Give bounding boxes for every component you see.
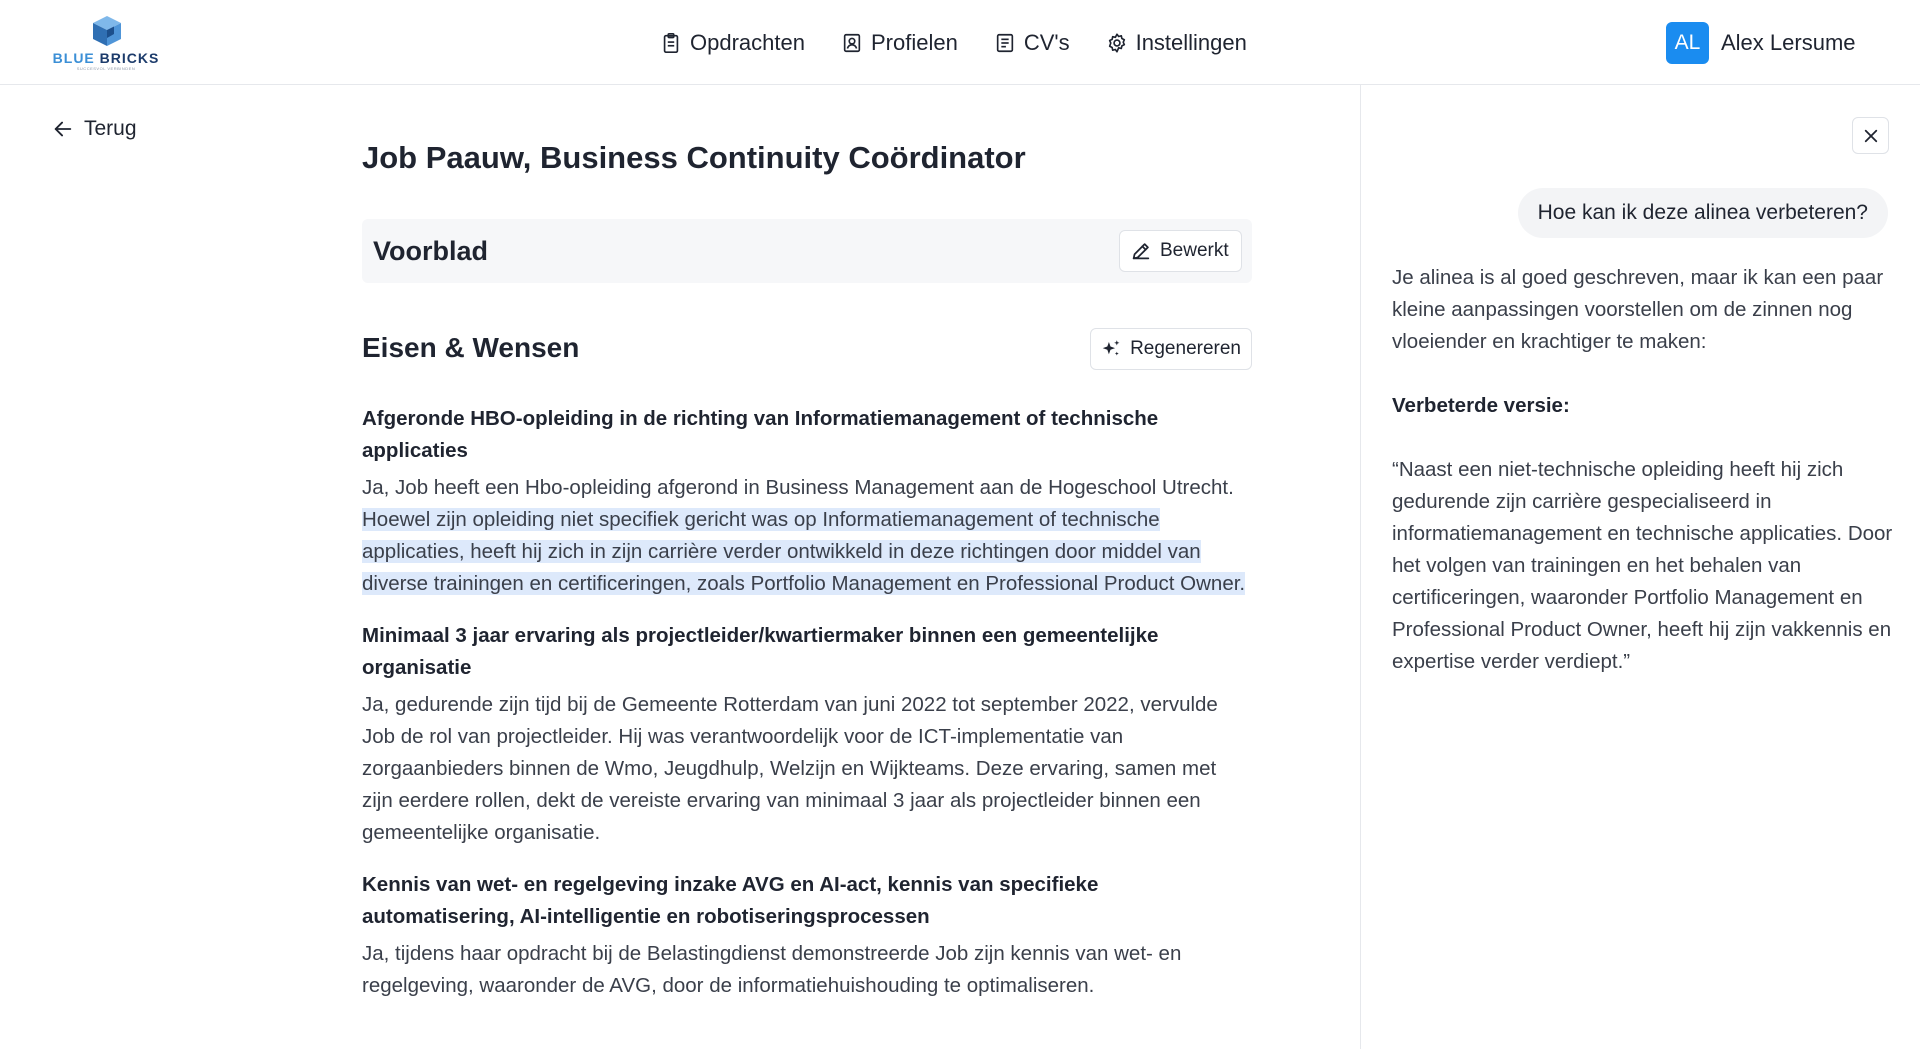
arrow-left-icon (52, 118, 74, 140)
answer-text: Ja, tijdens haar opdracht bij de Belastingdienst demonstreerde Job zijn kennis van wet- en regelgeving, waaronder de AVG, door de informatiehuishouding te optimaliseren. (362, 942, 1182, 997)
gear-icon (1106, 32, 1128, 54)
profile-card-icon (841, 32, 863, 54)
nav-label: CV's (1023, 29, 1070, 55)
sparkles-icon (1101, 338, 1122, 360)
answer-text: Ja, Job heeft een Hbo-opleiding afgerond in Business Management aan de Hogeschool Utrecht. (362, 476, 1234, 499)
page-title: Job Paauw, Business Continuity Coördinator (362, 140, 1026, 175)
clipboard-icon (660, 32, 682, 54)
cover-section (362, 219, 1252, 283)
selected-text[interactable]: Hoewel zijn opleiding niet specifiek gericht was op Informatiemanagement of technische applicaties, heeft hij zich in zijn carrière verder ontwikkeld in deze richtingen door middel van diverse trainingen en certificeringen, zoals Portfolio Management en Professional Product Owner. (362, 508, 1246, 595)
avatar: AL (1666, 22, 1709, 64)
top-navigation-bar (0, 0, 1920, 85)
edit-button-label: Bewerkt (1160, 240, 1229, 261)
nav-label: Instellingen (1135, 29, 1247, 55)
requirement-title: Minimaal 3 jaar ervaring als projectleider/kwartiermaker binnen een gemeentelijke organisatie (362, 624, 1159, 679)
list-item (362, 620, 1252, 849)
logo-tagline: SUCCESVOL VERBINDEN (76, 66, 136, 71)
requirement-title: Afgeronde HBO-opleiding in de richting van Informatiemanagement of technische applicaties (362, 407, 1159, 462)
reply-intro: Je alinea is al goed geschreven, maar ik kan een paar kleine aanpassingen voorstellen om de zinnen nog vloeiender en krachtiger te maken: (1392, 266, 1884, 353)
nav-item-profielen[interactable] (841, 30, 958, 56)
nav-label: Profielen (870, 29, 958, 55)
main-nav (660, 0, 1247, 85)
requirements-list (362, 403, 1252, 1022)
assistant-reply (1392, 262, 1897, 710)
reply-heading: Verbeterde versie: (1392, 394, 1570, 417)
document-icon (994, 32, 1016, 54)
back-link[interactable] (52, 117, 137, 141)
list-item (362, 869, 1252, 1002)
requirement-answer[interactable] (362, 689, 1252, 849)
requirements-heading: Eisen & Wensen (362, 332, 580, 363)
cube-logo-icon (90, 14, 124, 48)
close-panel-button[interactable] (1852, 117, 1889, 154)
requirement-answer[interactable] (362, 938, 1252, 1002)
regenerate-button-label: Regenereren (1130, 338, 1241, 359)
nav-item-opdrachten[interactable] (660, 30, 805, 56)
regenerate-button[interactable] (1090, 328, 1252, 370)
user-menu[interactable] (1666, 22, 1856, 64)
user-message-bubble: Hoe kan ik deze alinea verbeteren? (1518, 188, 1888, 238)
nav-item-cvs[interactable] (994, 30, 1070, 56)
blue-bricks-logo[interactable] (50, 14, 162, 72)
edit-button[interactable] (1119, 230, 1242, 272)
list-item (362, 403, 1252, 600)
logo-wordmark: BLUE BRICKS (52, 50, 160, 66)
requirement-answer[interactable] (362, 472, 1252, 600)
user-name: Alex Lersume (1721, 30, 1856, 55)
cover-section-title: Voorblad (373, 236, 489, 266)
nav-item-instellingen[interactable] (1106, 30, 1247, 56)
close-icon (1862, 127, 1880, 145)
ai-assistant-panel (1360, 85, 1920, 1049)
back-label: Terug (84, 117, 137, 140)
requirement-title: Kennis van wet- en regelgeving inzake AVG en AI-act, kennis van specifieke automatisering, AI-intelligentie en robotiseringsprocessen (362, 873, 1099, 928)
nav-label: Opdrachten (690, 29, 805, 55)
answer-text: Ja, gedurende zijn tijd bij de Gemeente Rotterdam van juni 2022 tot september 2022, vervulde Job de rol van projectleider. Hij was verantwoordelijk voor de ICT-implementatie van zorgaanbieders binnen de Wmo, Jeugdhulp, Welzijn en Wijkteams. Deze ervaring, samen met zijn eerdere rollen, dekt de vereiste ervaring van minimaal 3 jaar als projectleider binnen een gemeentelijke organisatie. (362, 693, 1218, 844)
pencil-icon (1130, 240, 1152, 262)
reply-quote[interactable]: “Naast een niet-technische opleiding heeft hij zich gedurende zijn carrière gespecialiseerd in informatiemanagement en technische applicaties. Door het volgen van trainingen en het behalen van certificeringen, waaronder Portfolio Management en Professional Product Owner, heeft hij zijn vakkennis en expertise verder verdiept.” (1392, 458, 1893, 673)
